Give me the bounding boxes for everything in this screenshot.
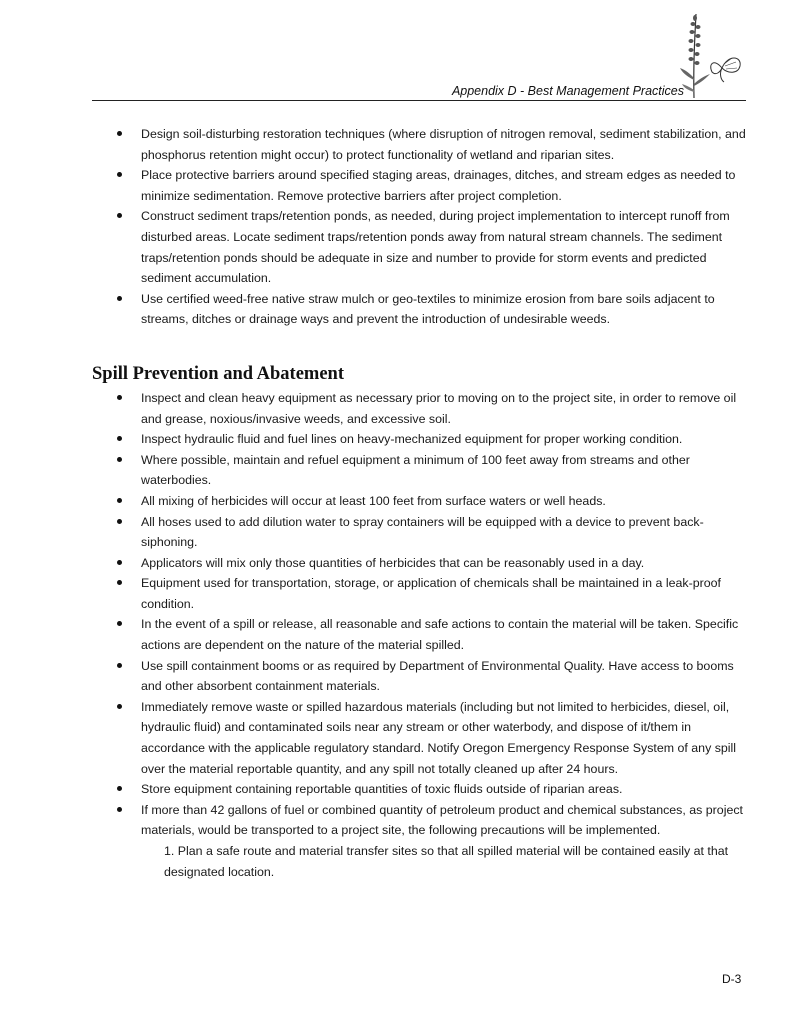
bullet-icon xyxy=(117,580,122,585)
section-heading: Spill Prevention and Abatement xyxy=(92,363,344,384)
bullet-icon xyxy=(117,213,122,218)
list-item: Inspect and clean heavy equipment as necessary prior to moving on to the project site, in order to remove oil and grease, noxious/invasive weeds, and excessive soil. xyxy=(92,388,752,429)
list-item: Applicators will mix only those quantities of herbicides that can be reasonably used in a day. xyxy=(92,553,752,574)
bullet-icon xyxy=(117,807,122,812)
list-item: All mixing of herbicides will occur at least 100 feet from surface waters or well heads. xyxy=(92,491,752,512)
list-item: Inspect hydraulic fluid and fuel lines on heavy-mechanized equipment for proper working condition. xyxy=(92,429,752,450)
bullet-icon xyxy=(117,621,122,626)
spill-bullet-list xyxy=(92,388,752,841)
bullet-icon xyxy=(117,560,122,565)
bullet-icon xyxy=(117,131,122,136)
bullet-icon xyxy=(117,498,122,503)
list-item: Where possible, maintain and refuel equipment a minimum of 100 feet away from streams and other waterbodies. xyxy=(92,450,752,491)
header-title: Appendix D - Best Management Practices xyxy=(451,84,684,98)
bullet-icon xyxy=(117,704,122,709)
list-item: Store equipment containing reportable quantities of toxic fluids outside of riparian areas. xyxy=(92,779,752,800)
list-item: Use spill containment booms or as required by Department of Environmental Quality. Have access to booms and other absorbent containment materials. xyxy=(92,656,752,697)
list-item: Use certified weed-free native straw mulch or geo-textiles to minimize erosion from bare soils adjacent to streams, ditches or drainage ways and prevent the introduction of undesirable weeds. xyxy=(92,289,752,330)
list-item: If more than 42 gallons of fuel or combined quantity of petroleum product and chemical substances, as project materials, would be transported to a project site, the following precautions will be implemented. xyxy=(92,800,752,841)
bullet-icon xyxy=(117,519,122,524)
bullet-icon xyxy=(117,663,122,668)
header-divider xyxy=(92,100,746,101)
list-item: All hoses used to add dilution water to spray containers will be equipped with a device to prevent back-siphoning. xyxy=(92,512,752,553)
bullet-icon xyxy=(117,457,122,462)
bullet-icon xyxy=(117,436,122,441)
document-body xyxy=(92,124,752,882)
plant-butterfly-logo xyxy=(678,10,748,102)
bullet-icon xyxy=(117,172,122,177)
intro-bullet-list xyxy=(92,124,752,330)
list-item: Immediately remove waste or spilled hazardous materials (including but not limited to herbicides, diesel, oil, hydraulic fluid) and contaminated soils near any stream or other waterbody, and dispose of it/them in accordance with the applicable regulatory standard. Notify Oregon Emergency Response System of any spill over the material reportable quantity, and any spill not totally cleaned up after 24 hours. xyxy=(92,697,752,779)
bullet-icon xyxy=(117,786,122,791)
bullet-icon xyxy=(117,296,122,301)
numbered-sub-item: 1. Plan a safe route and material transfer sites so that all spilled material will be contained easily at that designated location. xyxy=(164,844,729,879)
list-item: Construct sediment traps/retention ponds, as needed, during project implementation to intercept runoff from disturbed areas. Locate sediment traps/retention ponds away from natural stream channels. The sediment traps/retention ponds should be adequate in size and number to provide for storm events and predicted sediment accumulation. xyxy=(92,206,752,288)
list-item: Place protective barriers around specified staging areas, drainages, ditches, and stream edges as needed to minimize sedimentation. Remove protective barriers after project completion. xyxy=(92,165,752,206)
list-item: Equipment used for transportation, storage, or application of chemicals shall be maintained in a leak-proof condition. xyxy=(92,573,752,614)
list-item: In the event of a spill or release, all reasonable and safe actions to contain the material will be taken. Specific actions are dependent on the nature of the material spilled. xyxy=(92,614,752,655)
page-number: D-3 xyxy=(722,972,742,986)
bullet-icon xyxy=(117,395,122,400)
list-item: Design soil-disturbing restoration techniques (where disruption of nitrogen removal, sediment stabilization, and phosphorus retention might occur) to protect functionality of wetland and riparian sites. xyxy=(92,124,752,165)
